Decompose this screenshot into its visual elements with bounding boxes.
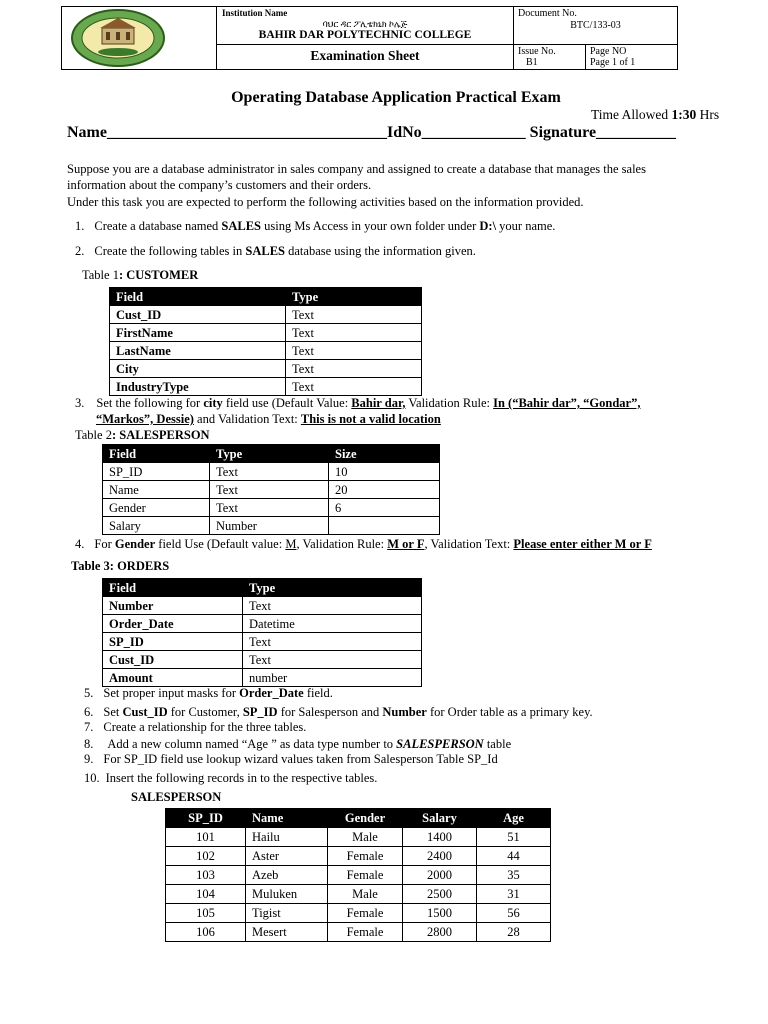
task-text: for Order table as a primary key. bbox=[426, 705, 593, 719]
task-text: Set proper input masks for bbox=[103, 686, 240, 700]
college-logo bbox=[68, 8, 168, 68]
task-8 bbox=[84, 737, 511, 752]
doc-no-label: Document No. bbox=[518, 8, 577, 19]
task-text: for Customer, bbox=[167, 705, 243, 719]
table-row bbox=[110, 324, 422, 342]
table-cell: 105 bbox=[166, 904, 246, 923]
table-cell: Azeb bbox=[246, 866, 328, 885]
table-cell: 51 bbox=[477, 828, 551, 847]
table-cell: Number bbox=[210, 517, 329, 535]
task-1 bbox=[75, 219, 555, 234]
table-cell: Cust_ID bbox=[110, 306, 286, 324]
table-row bbox=[110, 306, 422, 324]
table-cell: number bbox=[243, 669, 422, 687]
table-row bbox=[110, 360, 422, 378]
table-cell: 20 bbox=[329, 481, 440, 499]
column-header: Field bbox=[103, 445, 210, 463]
salesperson-table bbox=[102, 444, 440, 535]
table-row bbox=[103, 499, 440, 517]
intro-line-2: information about the company’s customers and their orders. bbox=[67, 178, 372, 192]
task-number: 2. bbox=[75, 244, 85, 258]
page-cell bbox=[586, 45, 677, 69]
table-row bbox=[103, 597, 422, 615]
table-cell: Text bbox=[243, 597, 422, 615]
table-cell: Female bbox=[328, 923, 403, 942]
table-row bbox=[166, 885, 551, 904]
table-cell: 56 bbox=[477, 904, 551, 923]
table-row bbox=[166, 904, 551, 923]
table-row bbox=[110, 342, 422, 360]
table-cell: 2800 bbox=[403, 923, 477, 942]
task-number: 1. bbox=[75, 219, 85, 233]
task-bold: Order_Date bbox=[239, 686, 304, 700]
name-id-signature-line: Name___________________________________IdNo_____________ Signature__________ bbox=[67, 124, 677, 141]
table-cell: 101 bbox=[166, 828, 246, 847]
task-underlined: Bahir dar, bbox=[351, 396, 406, 410]
table-cell: SP_ID bbox=[103, 633, 243, 651]
table-row bbox=[103, 463, 440, 481]
table-cell: City bbox=[110, 360, 286, 378]
column-header: Type bbox=[286, 288, 422, 306]
task-number: 5. bbox=[84, 686, 94, 700]
caption-prefix: Table 1 bbox=[82, 268, 119, 282]
institution-label: Institution Name bbox=[222, 8, 288, 18]
task-text: Set bbox=[103, 705, 123, 719]
task-text: for Salesperson and bbox=[277, 705, 383, 719]
table-row bbox=[103, 615, 422, 633]
table-row bbox=[166, 866, 551, 885]
task-bold: D:\ bbox=[479, 219, 497, 233]
task-number: 3. bbox=[75, 396, 85, 410]
column-header: Field bbox=[103, 579, 243, 597]
task-number: 10. bbox=[84, 771, 100, 785]
table-cell: Name bbox=[103, 481, 210, 499]
table-cell: Text bbox=[243, 651, 422, 669]
task-text: , Validation Text: bbox=[424, 537, 514, 551]
task-text: , Validation Rule: bbox=[296, 537, 388, 551]
table-cell: Female bbox=[328, 866, 403, 885]
task-text: your name. bbox=[496, 219, 556, 233]
table-1-caption bbox=[82, 268, 198, 283]
table-cell: 44 bbox=[477, 847, 551, 866]
issue-label: Issue No. bbox=[518, 46, 556, 57]
task-underlined: In (“Bahir dar”, “Gondar”, bbox=[493, 396, 641, 410]
table-cell: Text bbox=[286, 324, 422, 342]
task-text: field Use (Default value: bbox=[155, 537, 286, 551]
table-cell: 106 bbox=[166, 923, 246, 942]
issue-value: B1 bbox=[526, 57, 538, 68]
task-bold: SALES bbox=[221, 219, 261, 233]
task-text: database using the information given. bbox=[285, 244, 476, 258]
task-underlined: M or F bbox=[387, 537, 425, 551]
intro-line-1: Suppose you are a database administrator in sales company and assigned to create a database that manages the sales bbox=[67, 162, 646, 176]
document-header bbox=[61, 6, 678, 70]
task-7 bbox=[84, 720, 306, 735]
task-text: using Ms Access in your own folder under bbox=[261, 219, 480, 233]
task-2 bbox=[75, 244, 476, 259]
task-5 bbox=[84, 686, 333, 701]
table-cell bbox=[329, 517, 440, 535]
task-text: field. bbox=[303, 686, 333, 700]
doc-no: BTC/133-03 bbox=[570, 20, 621, 31]
task-text: For bbox=[94, 537, 115, 551]
time-suffix: Hrs bbox=[696, 107, 720, 122]
table-cell: 28 bbox=[477, 923, 551, 942]
records-caption: SALESPERSON bbox=[131, 790, 222, 804]
table-cell: Text bbox=[210, 463, 329, 481]
task-bold: SP_ID bbox=[242, 705, 278, 719]
column-header: Type bbox=[210, 445, 329, 463]
task-text: Create a relationship for the three tables. bbox=[103, 720, 307, 734]
task-text: and Validation Text: bbox=[193, 412, 301, 426]
task-text: table bbox=[483, 737, 512, 751]
exam-title: Operating Database Application Practical Exam bbox=[231, 89, 561, 106]
table-row bbox=[103, 481, 440, 499]
column-header: SP_ID bbox=[166, 809, 246, 828]
table-cell: 2500 bbox=[403, 885, 477, 904]
time-prefix: Time Allowed bbox=[591, 107, 672, 122]
task-text: Insert the following records in to the respective tables. bbox=[105, 771, 378, 785]
table-cell: Text bbox=[286, 378, 422, 396]
table-cell: Male bbox=[328, 828, 403, 847]
table-row bbox=[166, 923, 551, 942]
table-cell: IndustryType bbox=[110, 378, 286, 396]
table-row bbox=[103, 651, 422, 669]
institution-name: BAHIR DAR POLYTECHNIC COLLEGE bbox=[258, 29, 472, 41]
logo-cell bbox=[62, 7, 217, 69]
table-cell: Male bbox=[328, 885, 403, 904]
task-bold: SALES bbox=[245, 244, 285, 258]
table-cell: Mesert bbox=[246, 923, 328, 942]
column-header: Gender bbox=[328, 809, 403, 828]
table-cell: Text bbox=[286, 342, 422, 360]
table-cell: 1400 bbox=[403, 828, 477, 847]
table-cell: 1500 bbox=[403, 904, 477, 923]
table-cell: FirstName bbox=[110, 324, 286, 342]
table-cell: Text bbox=[286, 360, 422, 378]
table-header-row bbox=[166, 809, 551, 828]
task-underlined: Please enter either M or F bbox=[513, 537, 652, 551]
task-3 bbox=[75, 396, 640, 411]
task-text: Create a database named bbox=[94, 219, 222, 233]
column-header: Age bbox=[477, 809, 551, 828]
table-cell: Text bbox=[286, 306, 422, 324]
task-4 bbox=[75, 537, 652, 552]
task-number: 8. bbox=[84, 737, 94, 751]
task-text: For SP_ID field use lookup wizard values taken from Salesperson Table SP_Id bbox=[103, 752, 498, 766]
table-cell: 31 bbox=[477, 885, 551, 904]
orders-table bbox=[102, 578, 422, 687]
table-cell: 10 bbox=[329, 463, 440, 481]
institution-cell bbox=[216, 7, 514, 45]
table-cell: Tigist bbox=[246, 904, 328, 923]
column-header: Salary bbox=[403, 809, 477, 828]
task-10 bbox=[84, 771, 377, 786]
table-cell: Aster bbox=[246, 847, 328, 866]
table-cell: Hailu bbox=[246, 828, 328, 847]
table-cell: Number bbox=[103, 597, 243, 615]
column-header: Field bbox=[110, 288, 286, 306]
table-cell: 2400 bbox=[403, 847, 477, 866]
task-number: 9. bbox=[84, 752, 94, 766]
task-text: field use (Default Value: bbox=[222, 396, 352, 410]
column-header: Name bbox=[246, 809, 328, 828]
task-number: 7. bbox=[84, 720, 94, 734]
table-row bbox=[166, 847, 551, 866]
table-row bbox=[103, 517, 440, 535]
sheet-title-cell bbox=[216, 45, 514, 69]
table-cell: LastName bbox=[110, 342, 286, 360]
institution-amharic: ባህር ዳር ፖሊቴክኒክ ኮሌጅ bbox=[322, 19, 408, 29]
salesperson-records-table bbox=[165, 808, 551, 942]
task-bold: city bbox=[203, 396, 223, 410]
table-cell: Order_Date bbox=[103, 615, 243, 633]
table-cell: Cust_ID bbox=[103, 651, 243, 669]
task-bold: Number bbox=[382, 705, 427, 719]
task-6 bbox=[84, 705, 593, 720]
table-cell: 6 bbox=[329, 499, 440, 517]
table-cell: Text bbox=[210, 481, 329, 499]
task-underlined: This is not a valid location bbox=[300, 412, 441, 426]
column-header: Size bbox=[329, 445, 440, 463]
table-3-caption: Table 3: ORDERS bbox=[71, 559, 170, 573]
table-cell: Text bbox=[243, 633, 422, 651]
caption-title: : CUSTOMER bbox=[118, 268, 199, 282]
task-text: Validation Rule: bbox=[405, 396, 494, 410]
task-bold: Cust_ID bbox=[122, 705, 168, 719]
table-cell: Datetime bbox=[243, 615, 422, 633]
task-number: 6. bbox=[84, 705, 94, 719]
table-row bbox=[103, 633, 422, 651]
table-header-row bbox=[110, 288, 422, 306]
table-cell: 102 bbox=[166, 847, 246, 866]
table-row bbox=[110, 378, 422, 396]
caption-title: : SALESPERSON bbox=[111, 428, 210, 442]
task-bold: Gender bbox=[114, 537, 156, 551]
task-9 bbox=[84, 752, 498, 767]
sheet-title: Examination Sheet bbox=[310, 48, 420, 63]
task-underlined: M bbox=[285, 537, 297, 551]
page-value: Page 1 of 1 bbox=[590, 57, 636, 68]
table-row bbox=[103, 669, 422, 687]
task-text: Add a new column named “Age ” as data type number to bbox=[107, 737, 397, 751]
column-header: Type bbox=[243, 579, 422, 597]
table-cell: Female bbox=[328, 904, 403, 923]
caption-prefix: Table 2 bbox=[75, 428, 112, 442]
task-bold-italic: SALESPERSON bbox=[396, 737, 484, 751]
table-cell: Muluken bbox=[246, 885, 328, 904]
table-2-caption bbox=[75, 428, 210, 443]
table-cell: Female bbox=[328, 847, 403, 866]
table-cell: 2000 bbox=[403, 866, 477, 885]
table-header-row bbox=[103, 579, 422, 597]
table-cell: 103 bbox=[166, 866, 246, 885]
table-cell: Salary bbox=[103, 517, 210, 535]
time-value: 1:30 bbox=[671, 107, 697, 122]
task-number: 4. bbox=[75, 537, 85, 551]
document-no-cell bbox=[514, 7, 677, 45]
table-cell: SP_ID bbox=[103, 463, 210, 481]
time-allowed bbox=[591, 107, 719, 123]
task-text: Create the following tables in bbox=[94, 244, 246, 258]
table-cell: Amount bbox=[103, 669, 243, 687]
customer-table bbox=[109, 287, 422, 396]
table-cell: Text bbox=[210, 499, 329, 517]
table-cell: Gender bbox=[103, 499, 210, 517]
table-header-row bbox=[103, 445, 440, 463]
intro-line-3: Under this task you are expected to perform the following activities based on the information provided. bbox=[67, 195, 584, 209]
task-text: Set the following for bbox=[96, 396, 204, 410]
page-label: Page NO bbox=[590, 46, 627, 57]
task-3-cont bbox=[96, 412, 441, 427]
table-cell: 104 bbox=[166, 885, 246, 904]
task-underlined: “Markos”, Dessie) bbox=[96, 412, 194, 426]
issue-cell bbox=[514, 45, 586, 69]
table-cell: 35 bbox=[477, 866, 551, 885]
table-row bbox=[166, 828, 551, 847]
